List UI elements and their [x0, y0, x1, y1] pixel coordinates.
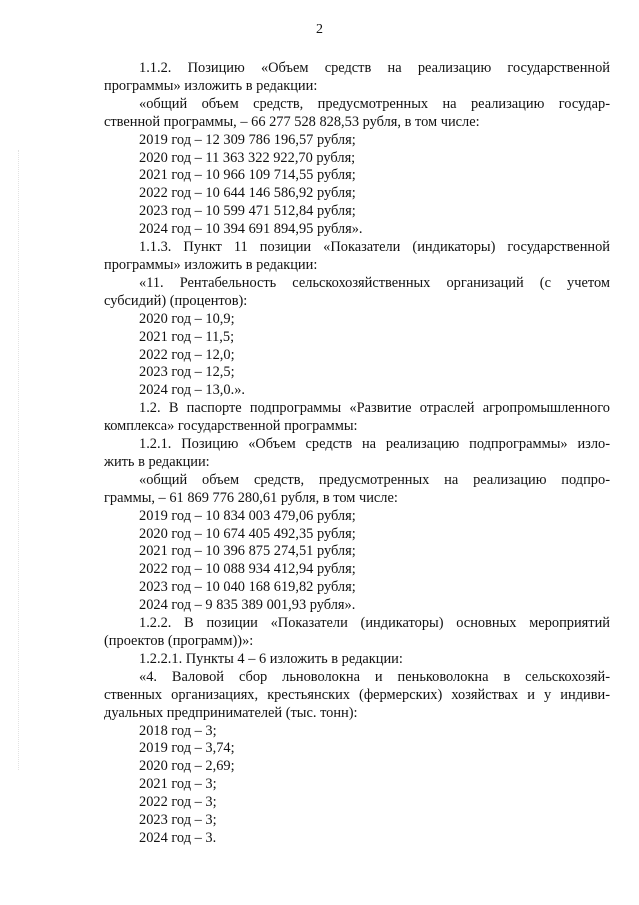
- document-line: 2021 год – 3;: [139, 776, 217, 793]
- document-line: 2024 год – 10 394 691 894,95 рубля».: [139, 221, 363, 238]
- document-line: 2020 год – 11 363 322 922,70 рубля;: [139, 149, 356, 166]
- document-line: 2021 год – 10 966 109 714,55 рубля;: [139, 167, 356, 184]
- document-line: 2020 год – 10 674 405 492,35 рубля;: [139, 525, 356, 542]
- document-line: жить в редакции:: [104, 453, 210, 470]
- document-line: 2019 год – 12 309 786 196,57 рубля;: [139, 131, 356, 148]
- document-line: дуальных предпринимателей (тыс. тонн):: [104, 704, 358, 721]
- document-line: 2020 год – 2,69;: [139, 758, 235, 775]
- document-line: 2024 год – 9 835 389 001,93 рубля».: [139, 597, 356, 614]
- document-line: 2023 год – 3;: [139, 812, 217, 829]
- document-line: «общий объем средств, предусмотренных на реализацию подпро-: [139, 471, 610, 488]
- document-line: 1.1.3. Пункт 11 позиции «Показатели (индикаторы) государственной: [139, 239, 610, 256]
- document-line: 2023 год – 10 599 471 512,84 рубля;: [139, 203, 356, 220]
- document-line: ственной программы, – 66 277 528 828,53 рубля, в том числе:: [104, 113, 480, 130]
- document-line: 1.2. В паспорте подпрограммы «Развитие отраслей агропромышленного: [139, 400, 610, 417]
- document-line: программы» изложить в редакции:: [104, 77, 318, 94]
- scan-margin-artifact: [18, 150, 20, 770]
- document-line: «4. Валовой сбор льноволокна и пеньковолокна в сельскохозяй-: [139, 668, 610, 685]
- document-line: 2018 год – 3;: [139, 722, 217, 739]
- document-line: 2022 год – 3;: [139, 794, 217, 811]
- document-line: субсидий) (процентов):: [104, 292, 248, 309]
- document-line: (проектов (программ))»:: [104, 633, 254, 649]
- document-line: 2024 год – 3.: [139, 829, 217, 846]
- document-line: 1.1.2. Позицию «Объем средств на реализацию государственной: [139, 60, 610, 76]
- document-line: 1.2.2. В позиции «Показатели (индикаторы) основных мероприятий: [139, 615, 610, 632]
- document-line: 2022 год – 10 644 146 586,92 рубля;: [139, 185, 356, 202]
- document-line: 2021 год – 11,5;: [139, 328, 235, 345]
- document-line: 1.2.1. Позицию «Объем средств на реализацию подпрограммы» изло-: [139, 436, 610, 453]
- document-line: 2019 год – 3,74;: [139, 740, 235, 757]
- document-line: 2021 год – 10 396 875 274,51 рубля;: [139, 543, 356, 560]
- page-number: 2: [316, 22, 323, 37]
- document-line: «11. Рентабельность сельскохозяйственных организаций (с учетом: [139, 274, 610, 291]
- document-body: [104, 60, 610, 848]
- document-line: 2023 год – 12,5;: [139, 364, 235, 381]
- document-line: программы» изложить в редакции:: [104, 256, 318, 273]
- document-line: 2020 год – 10,9;: [139, 310, 235, 327]
- document-line: 1.2.2.1. Пункты 4 – 6 изложить в редакции:: [139, 650, 403, 667]
- document-line: комплекса» государственной программы:: [104, 418, 358, 435]
- document-line: 2022 год – 10 088 934 412,94 рубля;: [139, 561, 356, 578]
- document-line: 2022 год – 12,0;: [139, 346, 235, 363]
- document-line: 2023 год – 10 040 168 619,82 рубля;: [139, 579, 356, 596]
- document-line: «общий объем средств, предусмотренных на реализацию государ-: [139, 95, 610, 112]
- document-line: 2024 год – 13,0.».: [139, 382, 245, 399]
- document-line: 2019 год – 10 834 003 479,06 рубля;: [139, 507, 356, 524]
- document-line: граммы, – 61 869 776 280,61 рубля, в том числе:: [104, 489, 398, 506]
- document-line: ственных организациях, крестьянских (фермерских) хозяйствах и у индиви-: [104, 686, 610, 703]
